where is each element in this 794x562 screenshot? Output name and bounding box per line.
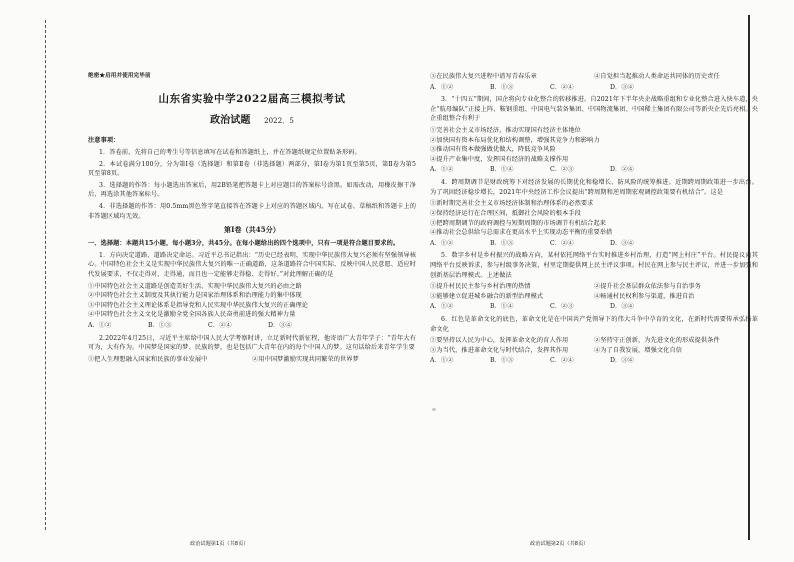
choice-a: A．①② <box>430 166 454 174</box>
question-2-stem: 2.2022年4月25日，习近平主席给中国人民大学考察时讲，立足新时代新征程，他寄语广大青年学子：“青年大有可为，大有作为。中国梦是国家的梦、民族的梦，也是包括广大青年在内的每个中国人的梦。这句话给后来青年学生要 <box>88 334 416 352</box>
choice-d: D．②④ <box>610 166 634 174</box>
question-6-stem: 6．红色是革命文化的底色，革命文化是在中国共产党领导下的伟大斗争中孕育的文化，在新时代需要传承弘扬革命文化 <box>430 316 758 333</box>
choice-d: D．③④ <box>610 83 634 91</box>
confidential-mark: 绝密★启用并使用完毕前 <box>88 73 151 79</box>
choice-d: D．③④ <box>268 322 292 330</box>
question-1-option: ①中国特色社会主义道路是创造美好生活、实现中华民族伟大复兴的必由之路 <box>88 282 302 290</box>
choice-a: A．①② <box>430 303 454 311</box>
choice-c: C．②③ <box>550 166 574 174</box>
question-4-choices <box>430 239 758 249</box>
page-1 <box>88 72 416 502</box>
question-5-option: ①提升村民民主参与乡村治理的热情 <box>430 283 531 291</box>
choice-c: C．②③ <box>550 303 574 311</box>
question-4-stem: 4．跨周期调节是财政统筹下对经济发展的长期优化和稳增长、防风险的统筹推进。近期跨周期政策进一步出台。为了巩固经济稳步增长，2021年中央经济工作会议提出“跨周期和逆周期宏观调控政策要有机结合”。这是 <box>430 179 758 196</box>
choice-d: D．③④ <box>610 303 634 311</box>
choice-a: A．①② <box>88 322 112 330</box>
question-3-choices <box>430 165 758 175</box>
question-6-option: ①要坚持以人民为中心，发挥革命文化的育人作用 <box>430 337 569 345</box>
note-item: 4．非选择题的作答：用0.5mm黑色签字笔直接答在答题卡上对应的答题区域内。写在试卷、草稿纸和答题卡上的非答题区域均无效。 <box>88 203 416 220</box>
choice-c: C．②④ <box>208 322 232 330</box>
choice-c: C．②④ <box>550 239 574 247</box>
question-4-option: ②保持经济运行在合理区间，抵御社会风险的根本手段 <box>430 209 581 217</box>
question-2-option: ②用中国梦激励实现共同繁荣的世界梦 <box>252 355 359 363</box>
question-1-choices <box>88 321 416 331</box>
exam-title: 山东省实验中学2022届高三模拟考试 <box>158 92 346 105</box>
question-6-option: ②坚持守正创新，为先进文化的形成提供条件 <box>594 337 720 345</box>
question-1-option: ②中国特色社会主义制度及其执行能力是国家治理体系和治理能力的集中体现 <box>88 292 302 300</box>
question-6-options <box>430 346 758 356</box>
question-6-options <box>430 336 758 346</box>
question-4-option: ④推动社会总供给与总需求在更高水平上实现动态平衡的重要举措 <box>430 229 613 237</box>
choice-c: C．②④ <box>550 357 574 365</box>
notes-heading: 注意事项： <box>88 137 120 145</box>
question-5-options <box>430 282 758 292</box>
question-6-option: ④为了自我发展，增强文化自信 <box>594 346 683 354</box>
question-3-option: ③推动国有资本做强做优做大，降低竞争风险 <box>430 146 556 154</box>
note-item: 3．选择题的作答：每小题选出答案后，用2B铅笔把答题卡上对应题目的答案标号涂黑。如需改动，用橡皮擦干净后，再选涂其他答案标号。 <box>88 181 416 199</box>
question-3-stem: 3．“十四五”期间，国企将向专业化整合的转移推进。自2021年下半年央企战略重组和专业化整合进入快车道，央企“航母编队”正接上阵，鞍钢重组、中国电气装备集团、中国物流集团、中国稀土集团有限公司等新央企先后亮相。央企重组整合有利于 <box>430 96 758 123</box>
subject-name: 政治试题 <box>210 114 251 126</box>
question-2-options <box>88 355 416 365</box>
question-1-stem: 1．方向决定道路，道路决定命运。习近平总书记指出：“历史已经表明，实现中华民族伟大复兴必须有坚强领导核心。中国特色社会主义是实现中华民族伟大复兴的唯一正确道路，这条道路符合中国实际、反映中国人民意愿、适应时代发展要求，不仅走得对、走得通，而且也一定能够走得稳、走得好。”对此理解正确的是 <box>88 251 416 278</box>
question-4-option: ③把跨周期调节的政府调控与短期周期的市场调节有机结合起来 <box>430 219 607 227</box>
question-2-options-cont <box>430 72 758 82</box>
question-2-option: ①把人生理想融入国家和民族的事业发展中 <box>88 355 208 363</box>
note-item: 2．本试卷满分100分，分为第Ⅰ卷（选择题）和第Ⅱ卷（非选择题）两部分，第Ⅰ卷为第1页至第5页，第Ⅱ卷为第5页至第8页。 <box>88 160 416 178</box>
question-1-option: ④中国特色社会主义文化是激励全党全国各族人民奋勇前进的强大精神力量 <box>88 311 296 319</box>
choice-b: B．①③ <box>490 83 514 91</box>
choice-a: A．①② <box>430 83 454 91</box>
section-instruction: 一、选择题：本题共15小题，每小题3分，共45分。在每小题给出的四个选项中，只有一项是符合题目要求的。 <box>88 240 400 248</box>
question-2-option: ③在民族伟大复兴进程中谱写青春乐章 <box>430 73 537 80</box>
page-2 <box>430 72 758 502</box>
choice-a: A．①② <box>430 239 454 247</box>
page-footer-left: 政治试题第1页（共8页） <box>190 541 249 547</box>
choice-a: A．①② <box>430 357 454 365</box>
question-1-option: ③中国特色社会主义理论体系是指导党和人民实现中华民族伟大复兴的正确理论 <box>88 301 309 309</box>
note-item: 1．答卷前，先将自己的考生号等信息填写在试卷和答题纸上，并在答题纸规定位置贴条形码。 <box>99 149 361 157</box>
choice-d: D．③④ <box>610 357 634 365</box>
choice-b: B．①④ <box>490 303 514 311</box>
question-2-option: ④自觉担当起推动人类命运共同体的历史责任 <box>594 73 720 80</box>
choice-b: B．①③ <box>490 239 514 247</box>
subject-title <box>88 113 416 129</box>
question-5-option: ②提升社会基层群众依法参与自治事务 <box>594 283 701 291</box>
question-6-choices <box>430 356 758 366</box>
question-5-options <box>430 292 758 302</box>
page-footer-right: 政治试题第2页（共8页） <box>530 541 589 547</box>
question-4-option: ①新时期完善社会主义市场经济体制和治理体系的必然要求 <box>430 200 594 208</box>
choice-b: B．①③ <box>490 357 514 365</box>
section-title: 第Ⅰ卷（共45分） <box>224 225 280 235</box>
question-3-option: ②加快国有资本布局优化和结构调整，增强其竞争力和影响力 <box>430 136 600 144</box>
question-5-option: ③能够建立促进城乡融合的新型治理模式 <box>430 292 544 300</box>
question-2-choices <box>430 83 758 93</box>
question-3-option: ①完善社会主义市场经济，推动实现国有经济主体地位 <box>430 127 581 135</box>
binding-fold-line <box>45 20 46 530</box>
question-6-option: ③为当代，推进革命文化与时代结合，发挥其作用 <box>430 346 569 354</box>
question-5-choices <box>430 302 758 312</box>
question-5-stem: 5．数字乡村是乡村振兴的战略方向，某村依托网络平台实时推进乡村治理，打造“网上村庄”平台。村民提议向其网络平台反映诉求，参与村级事务决策，村里定期提供网上民主评议事项。村民在网上参与民主评议，并进一步加强和创新基层治理模式。上述做法 <box>430 252 758 279</box>
choice-b: B．①④ <box>490 166 514 174</box>
choice-c: C．②④ <box>550 83 574 91</box>
question-3-option: ④提升产业集中度，发挥国有经济的战略支撑作用 <box>430 155 569 163</box>
question-5-option: ④畅通村民权利参与渠道，推进自治 <box>594 292 695 300</box>
choice-d: D．③④ <box>610 239 634 247</box>
choice-b: B．①③ <box>148 322 172 330</box>
exam-date: 2022．5 <box>264 116 294 125</box>
